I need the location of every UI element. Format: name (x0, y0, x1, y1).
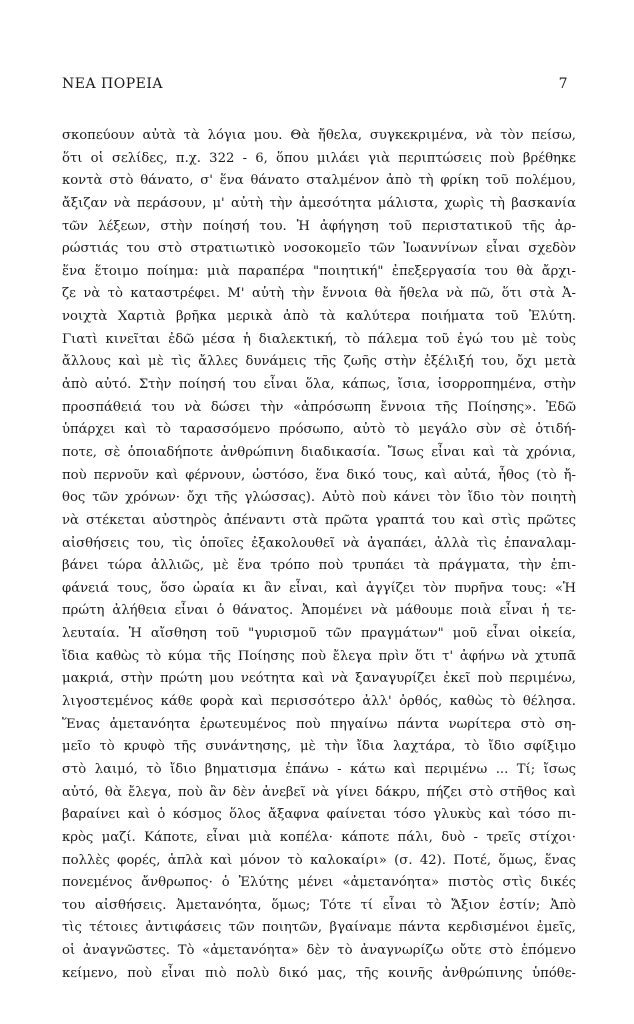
text-line: οἱ ἀναγνῶστες. Τὸ «ἀμετανόητα» δὲν τὸ ἀναγνωρίζω οὔτε στὸ ἑπόμενο (62, 943, 576, 959)
text-line: ρώστιάς του στὸ στρατιωτικὸ νοσοκομεῖο τῶν Ἰωαννίνων εἶναι σχεδὸν (62, 241, 576, 257)
text-line: ἄξιζαν νὰ περάσουν, μ' αὐτὴ τὴν ἀμεσότητα μάλιστα, χωρὶς τὴ βασκανία (62, 195, 576, 211)
text-line: Ἕνας ἀμετανόητα ἐρωτευμένος ποὺ πηγαίνω πάντα νωρίτερα στὸ ση- (62, 716, 576, 732)
text-line: θος τῶν χρόνων· ὄχι τῆς γλώσσας). Αὐτὸ ποὺ κάνει τὸν ἴδιο τὸν ποιητὴ (62, 490, 576, 506)
text-line: λευταία. Ἡ αἴσθηση τοῦ "γυρισμοῦ τῶν πραγμάτων" μοῦ εἶναι οἰκεία, (62, 626, 576, 642)
text-line: ἕνα ἕτοιμο ποίημα: μιὰ παραπέρα "ποιητική" ἐπεξεργασία του θὰ ἄρχι- (62, 263, 576, 279)
text-line: κρὸς μαζί. Κάποτε, εἶναι μιὰ κοπέλα· κάποτε πάλι, δυὸ - τρεῖς στίχοι· (62, 829, 576, 845)
text-line: στὸ λαιμό, τὸ ἴδιο βηματισμα ἐπάνω - κάτω καὶ περιμένω ... Τί; ἴσως (62, 761, 576, 777)
text-line: πρώτη ἀλήθεια εἶναι ὁ θάνατος. Ἀπομένει νὰ μάθουμε ποιὰ εἶναι ἡ τε- (62, 603, 576, 619)
body-text (62, 125, 576, 985)
text-line: ἀπὸ αὐτό. Στὴν ποίησή του εἶναι ὅλα, κάπως, ἴσια, ἰσορροπημένα, στὴν (62, 377, 576, 393)
text-line: πονεμένος ἄνθρωπος· ὁ Ἐλύτης μένει «ἀμετανόητα» πιστὸς στὶς δικές (62, 875, 576, 891)
text-line: ποὺ περνοῦν καὶ φέρνουν, ὡστόσο, ἕνα δικό τους, καὶ αὐτά, ἦθος (τὸ ἤ- (62, 467, 576, 483)
page-number: 7 (558, 76, 568, 92)
running-title: ΝΕΑ ΠΟΡΕΙΑ (62, 76, 163, 92)
text-line: του αἰσθήσεις. Ἀμετανόητα, ὅμως; Τότε τί εἶναι τὸ Ἄξιον ἐστίν; Ἀπὸ (62, 897, 576, 913)
text-line: κοντὰ στὸ θάνατο, σ' ἕνα θάνατο σταλμένον ἀπὸ τὴ φρίκη τοῦ πολέμου, (62, 173, 576, 189)
text-line: νὰ στέκεται αὐστηρὸς ἀπέναντι στὰ πρῶτα γραπτά του καὶ στὶς πρῶτες (62, 512, 576, 528)
text-line: προσπάθειά του νὰ δώσει τὴν «ἀπρόσωπη ἔννοια τῆς Ποίησης». Ἐδῶ (62, 399, 576, 415)
text-line: μακριά, στὴν πρώτη μου νεότητα καὶ νὰ ξαναγυρίζει ἐκεῖ ποὺ περιμένω, (62, 671, 576, 687)
text-line: αὐτό, θὰ ἔλεγα, ποὺ ἂν δὲν ἀνεβεῖ νὰ γίνει δάκρυ, πήζει στὸ στῆθος καὶ (62, 784, 576, 800)
text-line: ἄλλους καὶ μὲ τὶς ἄλλες δυνάμεις τῆς ζωῆς στὴν ἐξέλιξή του, ὄχι μετὰ (62, 354, 576, 370)
text-line: φάνειά τους, ὅσο ὡραία κι ἂν εἶναι, καὶ ἀγγίζει τὸν πυρῆνα τους: «Ἡ (62, 580, 576, 596)
text-line: ποτε, σὲ ὁποιαδήποτε ἀνθρώπινη διαδικασία. Ἴσως εἶναι καὶ τὰ χρόνια, (62, 444, 576, 460)
text-line: κείμενο, ποὺ εἶναι πιὸ πολὺ δικό μας, τῆς κοινῆς ἀνθρώπινης ὑπόθε- (62, 965, 576, 981)
text-line: ὅτι οἱ σελίδες, π.χ. 322 - 6, ὅπου μιλάει γιὰ περιπτώσεις ποὺ βρέθηκε (62, 150, 576, 166)
text-line: λιγοστεμένος κάθε φορὰ καὶ περισσότερο ἀλλ' ὀρθός, καθὼς τὸ θέλησα. (62, 694, 576, 710)
text-line: νοιχτὰ Χαρτιὰ βρῆκα μερικὰ ἀπὸ τὰ καλύτερα ποιήματα τοῦ Ἐλύτη. (62, 309, 576, 325)
text-line: βαραίνει καὶ ὁ κόσμος ὅλος ἄξαφνα φαίνεται τόσο γλυκὺς καὶ τόσο πι- (62, 807, 576, 823)
text-line: Γιατὶ κινεῖται ἐδῶ μέσα ἡ διαλεκτική, τὸ πάλεμα τοῦ ἐγώ του μὲ τοὺς (62, 331, 576, 347)
text-line: τῶν λέξεων, στὴν ποίησή του. Ἡ ἀφήγηση τοῦ περιστατικοῦ τῆς ἀρ- (62, 218, 576, 234)
text-line: ἴδια καθὼς τὸ κύμα τῆς Ποίησης ποὺ ἔλεγα πρὶν ὅτι τ' ἀφήνω νὰ χτυπᾶ (62, 648, 576, 664)
text-line: πολλὲς φορές, ἁπλὰ καὶ μόνον τὸ καλοκαίρι» (σ. 42). Ποτέ, ὅμως, ἕνας (62, 852, 576, 868)
text-line: σκοπεύουν αὐτὰ τὰ λόγια μου. Θὰ ἤθελα, συγκεκριμένα, νὰ τὸν πείσω, (62, 128, 576, 143)
text-line: βάνει τώρα ἀλλιῶς, μὲ ἕνα τρόπο ποὺ τρυπάει τὰ πράγματα, τὴν ἐπι- (62, 558, 576, 574)
text-line: τὶς τέτοιες ἀντιφάσεις τῶν ποιητῶν, βγαίναμε πάντα κερδισμένοι ἐμεῖς, (62, 920, 576, 936)
text-line: ὑπάρχει καὶ τὸ ταρασσόμενο πρόσωπο, αὐτὸ τὸ μεγάλο σὺν σὲ ὁτιδή- (62, 422, 576, 438)
page-header (62, 76, 568, 92)
text-line: αἰσθήσεις του, τὶς ὁποῖες ἐξακολουθεῖ νὰ ἀγαπάει, ἀλλὰ τὶς ἐπαναλαμ- (62, 535, 576, 551)
text-line: ζε νὰ τὸ καταστρέφει. Μ' αὐτὴ τὴν ἔννοια θὰ ἤθελα νὰ πῶ, ὅτι στὰ Ἀ- (62, 286, 576, 302)
text-line: μεῖο τὸ κρυφὸ τῆς συνάντησης, μὲ τὴν ἴδια λαχτάρα, τὸ ἴδιο σφίξιμο (62, 739, 576, 755)
